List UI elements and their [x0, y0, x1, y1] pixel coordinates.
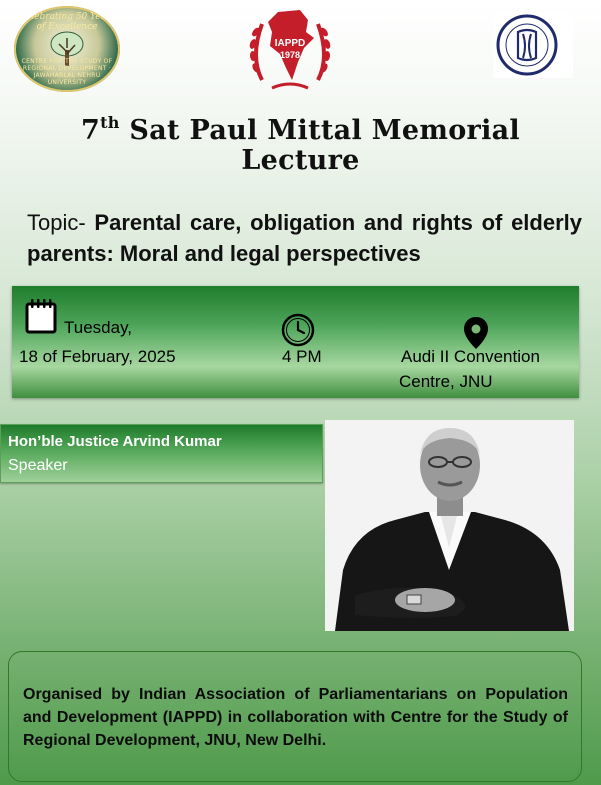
- speaker-bar: [0, 424, 323, 483]
- event-time: 4 PM: [282, 347, 322, 366]
- title-line2: Lecture: [241, 145, 360, 177]
- title-superscript: th: [100, 113, 120, 132]
- iappd-abbr: IAPPD: [274, 38, 306, 49]
- event-venue-line1: Audi II Convention: [401, 347, 540, 366]
- csrd-50-years-logo: [14, 6, 120, 92]
- title-line1: Sat Paul Mittal Memorial: [119, 115, 520, 146]
- title-number: 7: [81, 115, 101, 146]
- jnu-seal-icon: [496, 14, 558, 76]
- event-day: Tuesday,: [64, 318, 133, 337]
- speaker-photo: [325, 420, 574, 631]
- event-venue-line2: Centre, JNU: [399, 372, 493, 391]
- location-pin-icon: [463, 316, 489, 350]
- organiser-text: Organised by Indian Association of Parliamentarians on Population and Development (IAPPD) in collaboration with Centre for the Study of Regional Development, JNU, New Delhi.: [23, 686, 568, 749]
- clock-icon: [281, 313, 315, 347]
- event-title: [0, 114, 601, 176]
- jnu-logo: [493, 12, 573, 78]
- iappd-logo: [242, 2, 338, 94]
- logo-ring-bottom: CENTRE FOR THE STUDY OF REGIONAL DEVELOPMENT · JAWAHARLAL NEHRU UNIVERSITY: [21, 58, 113, 86]
- topic-block: [27, 207, 582, 269]
- speaker-portrait-image: [325, 420, 574, 631]
- iappd-year: 1978: [279, 50, 301, 60]
- calendar-icon: [25, 298, 57, 334]
- speaker-role: Speaker: [8, 457, 68, 474]
- logo-ring-top: Celebrating 50 Years of Excellence: [19, 12, 115, 32]
- topic-lead: Topic-: [27, 210, 95, 235]
- topic-text: Parental care, obligation and rights of elderly parents: Moral and legal perspectives: [27, 210, 583, 266]
- event-date: 18 of February, 2025: [19, 347, 176, 366]
- organiser-box: [8, 651, 582, 782]
- speaker-name: Hon’ble Justice Arvind Kumar: [8, 433, 222, 450]
